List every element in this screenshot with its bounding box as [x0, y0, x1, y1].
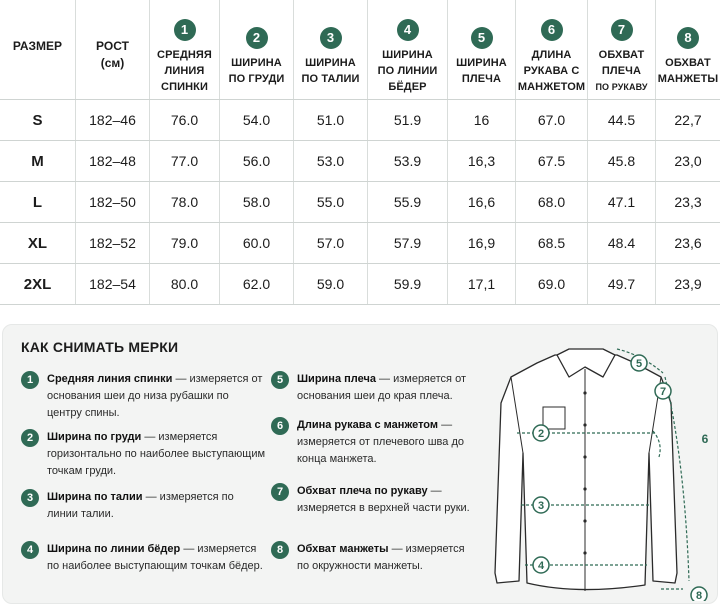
number-badge: 3 [320, 27, 342, 49]
header-line: СПИНКИ [161, 80, 208, 93]
diagram-marker-shoulder: 5 [635, 358, 643, 370]
table-row [0, 264, 720, 305]
number-badge: 7 [611, 19, 633, 41]
size-table-header [0, 0, 720, 100]
table-cell: 49.7 [588, 264, 656, 304]
header-line: ШИРИНА [456, 56, 507, 69]
table-row [0, 100, 720, 141]
table-cell: 59.0 [294, 264, 368, 304]
diagram-marker-cuff: 8 [695, 590, 703, 601]
header-line: ПО ГРУДИ [228, 72, 285, 85]
table-cell: 17,1 [448, 264, 516, 304]
table-cell: 68.5 [516, 223, 588, 263]
guide-item-text: по наиболее выступающим точкам бёдер. [47, 560, 263, 572]
table-cell: 62.0 [220, 264, 294, 304]
number-badge: 1 [21, 371, 39, 389]
guide-item-text: — измеряется [391, 543, 465, 555]
guide-item-text: основания шеи до низа рубашки по [47, 390, 229, 402]
table-cell: 76.0 [150, 100, 220, 140]
guide-item-name: Ширина по талии [47, 491, 143, 503]
number-badge: 8 [677, 27, 699, 49]
table-cell: 182–52 [76, 223, 150, 263]
table-cell: 182–48 [76, 141, 150, 181]
table-cell: 51.9 [368, 100, 448, 140]
table-cell: 51.0 [294, 100, 368, 140]
measure-guide-panel [2, 324, 718, 604]
table-cell: 55.9 [368, 182, 448, 222]
guide-item-name: Ширина по линии бёдер [47, 543, 181, 555]
header-line: ЛИНИЯ [164, 64, 205, 77]
header-back-length [150, 0, 220, 99]
table-cell: 16 [448, 100, 516, 140]
table-cell: 60.0 [220, 223, 294, 263]
guide-item-back-length [21, 371, 271, 422]
size-cell: L [0, 182, 76, 222]
guide-item-name: Обхват плеча по рукаву [297, 485, 428, 497]
guide-item-text: — [430, 485, 442, 497]
header-bicep-girth [588, 0, 656, 99]
size-cell: 2XL [0, 264, 76, 304]
table-cell: 79.0 [150, 223, 220, 263]
header-line: ШИРИНА [382, 48, 433, 61]
table-cell: 23,6 [674, 235, 702, 251]
number-badge: 6 [271, 417, 289, 435]
table-cell: 48.4 [588, 223, 656, 263]
header-height-label: РОСТ (см) [96, 39, 129, 70]
header-line: РУКАВА С [523, 64, 580, 77]
button-dot [583, 423, 586, 426]
guide-item-name: Обхват манжеты [297, 543, 389, 555]
header-chest-width [220, 0, 294, 99]
number-badge: 1 [174, 19, 196, 41]
number-badge: 3 [21, 489, 39, 507]
header-line: ОБХВАТ [665, 56, 711, 69]
header-sleeve-length [516, 0, 588, 99]
table-cell: 23,3 [674, 194, 702, 210]
size-cell: XL [0, 223, 76, 263]
number-badge: 4 [397, 19, 419, 41]
table-cell: 69.0 [516, 264, 588, 304]
header-cuff-girth [656, 0, 720, 99]
guide-item-chest-width [21, 429, 271, 480]
table-cell: 16,9 [448, 223, 516, 263]
number-badge: 2 [246, 27, 268, 49]
guide-item-name: Длина рукава с манжетом [297, 419, 439, 431]
header-line: МАНЖЕТЫ [657, 72, 719, 85]
table-cell: 45.8 [588, 141, 656, 181]
header-line: ОБХВАТ [598, 48, 645, 61]
diagram-marker-waist: 3 [537, 500, 545, 512]
shirt-diagram [477, 333, 717, 601]
diagram-marker-bicep: 7 [659, 386, 667, 398]
guide-item-text: — измеряется [183, 543, 257, 555]
size-cell: M [0, 141, 76, 181]
header-line: СРЕДНЯЯ [157, 48, 212, 61]
guide-item-hip-width [21, 541, 271, 575]
guide-item-text: — [441, 419, 453, 431]
table-cell: 23,0 [674, 153, 702, 169]
table-cell: 58.0 [220, 182, 294, 222]
guide-item-cuff-girth [271, 541, 471, 575]
number-badge: 6 [541, 19, 563, 41]
table-cell: 16,6 [448, 182, 516, 222]
header-hip-width [368, 0, 448, 99]
header-height [76, 0, 150, 99]
header-size-label: РАЗМЕР [12, 39, 63, 53]
table-cell: 68.0 [516, 182, 588, 222]
header-line: ШИРИНА [231, 56, 282, 69]
guide-item-name: Ширина плеча [297, 373, 376, 385]
table-cell: 67.0 [516, 100, 588, 140]
table-cell: 57.9 [368, 223, 448, 263]
table-cell: 23,9 [674, 276, 702, 292]
number-badge: 8 [271, 541, 289, 559]
table-cell: 54.0 [220, 100, 294, 140]
shirt-body-outline [495, 355, 677, 590]
table-cell: 78.0 [150, 182, 220, 222]
number-badge: 5 [271, 371, 289, 389]
table-cell: 67.5 [516, 141, 588, 181]
number-badge: 5 [471, 27, 493, 49]
guide-item-text: — измеряется от [379, 373, 466, 385]
guide-item-sleeve-length [271, 417, 471, 468]
table-cell: 53.0 [294, 141, 368, 181]
diagram-marker-sleeve: 6 [701, 432, 709, 446]
table-cell: 57.0 [294, 223, 368, 263]
table-cell: 182–46 [76, 100, 150, 140]
header-size [0, 0, 76, 99]
header-line: ДЛИНА [531, 48, 572, 61]
table-row [0, 182, 720, 223]
table-cell: 44.5 [588, 100, 656, 140]
header-line: ПО ТАЛИИ [301, 72, 360, 85]
guide-item-name: Средняя линия спинки [47, 373, 173, 385]
button-dot [583, 519, 586, 522]
header-line: ШИРИНА [305, 56, 356, 69]
table-cell: 53.9 [368, 141, 448, 181]
guide-item-text: — измеряется [144, 431, 218, 443]
header-line: ПО ЛИНИИ [377, 64, 438, 77]
guide-item-text: линии талии. [47, 508, 114, 520]
table-cell: 182–50 [76, 182, 150, 222]
table-cell: 22,7 [674, 112, 702, 128]
guide-item-waist-width [21, 489, 271, 523]
size-cell: S [0, 100, 76, 140]
guide-title: КАК СНИМАТЬ МЕРКИ [21, 339, 179, 355]
guide-item-text: измеряется от плечевого шва до [297, 436, 464, 448]
table-cell: 56.0 [220, 141, 294, 181]
table-row [0, 141, 720, 182]
table-cell: 182–54 [76, 264, 150, 304]
button-dot [583, 551, 586, 554]
button-dot [583, 487, 586, 490]
number-badge: 4 [21, 541, 39, 559]
header-line: МАНЖЕТОМ [517, 80, 586, 93]
diagram-marker-hip: 4 [537, 560, 545, 572]
number-badge: 2 [21, 429, 39, 447]
header-line: ПЛЕЧА [461, 72, 502, 85]
guide-item-bicep-girth [271, 483, 471, 517]
table-row [0, 223, 720, 264]
header-line: ПЛЕЧА [601, 64, 642, 77]
guide-item-text: основания шеи до края плеча. [297, 390, 453, 402]
guide-item-text: — измеряется от [175, 373, 263, 385]
header-line: ПО РУКАВУ [595, 81, 648, 92]
diagram-marker-chest: 2 [537, 428, 545, 440]
guide-item-shoulder-width [271, 371, 471, 405]
header-line: БЁДЕР [388, 80, 427, 93]
table-cell: 47.1 [588, 182, 656, 222]
guide-item-text: конца манжета. [297, 453, 377, 465]
table-cell: 16,3 [448, 141, 516, 181]
button-dot [583, 455, 586, 458]
guide-item-text: точкам груди. [47, 465, 117, 477]
guide-item-text: — измеряется по [145, 491, 234, 503]
table-cell: 59.9 [368, 264, 448, 304]
guide-item-text: по окружности манжеты. [297, 560, 423, 572]
table-cell: 80.0 [150, 264, 220, 304]
header-shoulder-width [448, 0, 516, 99]
guide-item-text: центру спины. [47, 407, 120, 419]
button-dot [583, 391, 586, 394]
guide-item-name: Ширина по груди [47, 431, 142, 443]
table-cell: 55.0 [294, 182, 368, 222]
guide-item-text: горизонтально по наиболее выступающим [47, 448, 266, 460]
header-waist-width [294, 0, 368, 99]
guide-item-text: измеряется в верхней части руки. [297, 502, 470, 514]
table-cell: 77.0 [150, 141, 220, 181]
number-badge: 7 [271, 483, 289, 501]
